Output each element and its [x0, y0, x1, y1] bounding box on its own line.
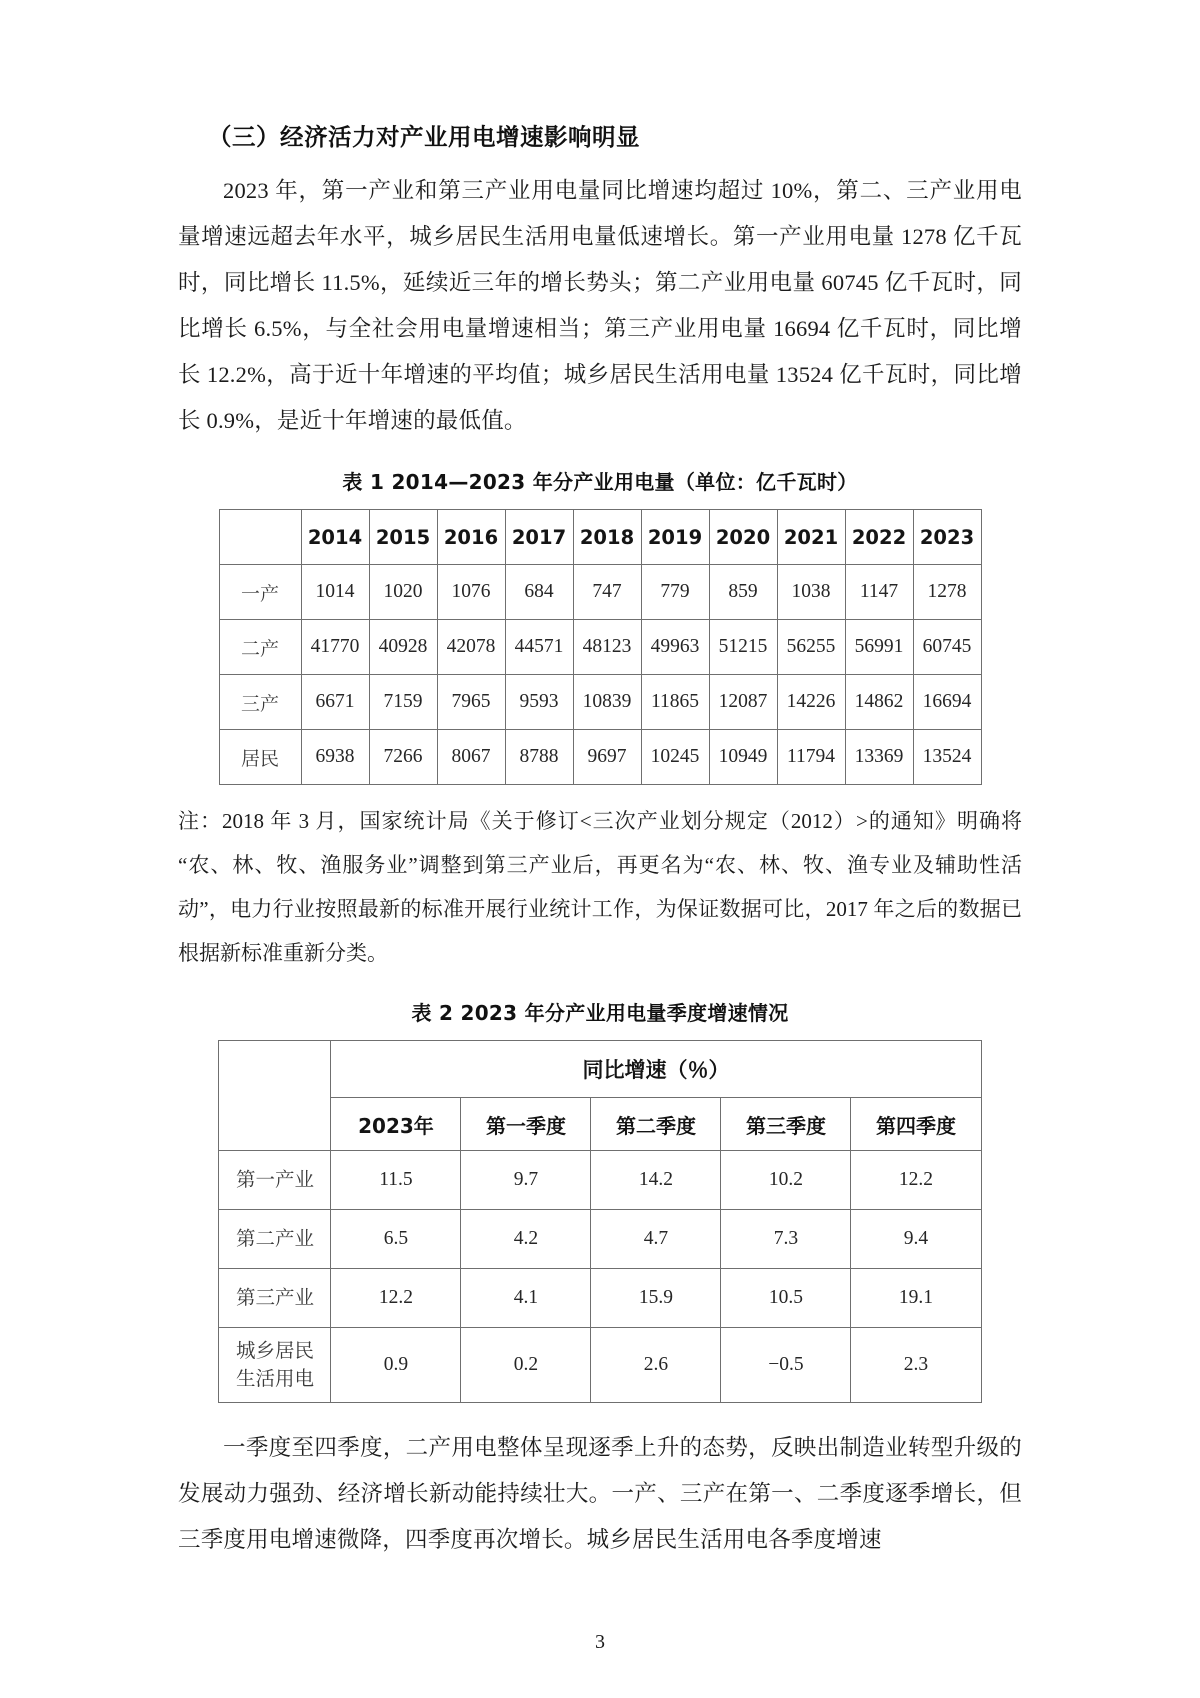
- table2-row-label-line1: 城乡居民: [235, 1339, 314, 1362]
- table-cell: 56255: [777, 620, 845, 675]
- table1-row-label: 三产: [219, 675, 301, 730]
- table1-caption: 表 1 2014—2023 年分产业用电量（单位：亿千瓦时）: [342, 470, 858, 494]
- table-row: [219, 675, 981, 730]
- table1-header-row: [219, 510, 981, 565]
- table-cell: 2.3: [851, 1328, 981, 1403]
- table-cell: 12087: [709, 675, 777, 730]
- table-row: [219, 1269, 981, 1328]
- intro-paragraph: 2023 年，第一产业和第三产业用电量同比增速均超过 10%，第二、三产业用电量增速远超去年水平，城乡居民生活用电量低速增长。第一产业用电量 1278 亿千瓦时，同比增长 11.5%，延续近三年的增长势头；第二产业用电量 60745 亿千瓦时，同比增长 6.5%，与全社会用电量增速相当；第三产业用电量 16694 亿千瓦时，同比增长 12.2%，高于近十年增速的平均值；城乡居民生活用电量 13524 亿千瓦时，同比增长 0.9%，是近十年增速的最低值。: [178, 178, 1022, 433]
- table-cell: 42078: [437, 620, 505, 675]
- table-cell: 6938: [301, 730, 369, 785]
- table1-col-2017: 2017: [505, 510, 573, 565]
- table-cell: 1076: [437, 565, 505, 620]
- table-cell: 44571: [505, 620, 573, 675]
- table-cell: 12.2: [331, 1269, 461, 1328]
- table-cell: 60745: [913, 620, 981, 675]
- table-cell: 11.5: [331, 1151, 461, 1210]
- table2-row-label: 第一产业: [219, 1151, 331, 1210]
- table2-col-q4: 第四季度: [851, 1098, 981, 1151]
- table-row: [219, 730, 981, 785]
- table-cell: 859: [709, 565, 777, 620]
- table-cell: 11865: [641, 675, 709, 730]
- table2-col-year: 2023年: [331, 1098, 461, 1151]
- table-cell: 9.7: [461, 1151, 591, 1210]
- table2-col-q3: 第三季度: [721, 1098, 851, 1151]
- table2-col-q2: 第二季度: [591, 1098, 721, 1151]
- table-cell: 14.2: [591, 1151, 721, 1210]
- table-cell: 9.4: [851, 1210, 981, 1269]
- table-cell: 9697: [573, 730, 641, 785]
- table-cell: 747: [573, 565, 641, 620]
- table-cell: 4.7: [591, 1210, 721, 1269]
- table1-col-2016: 2016: [437, 510, 505, 565]
- table1-row-label: 二产: [219, 620, 301, 675]
- table1-corner-cell: [219, 510, 301, 565]
- table1-col-2023: 2023: [913, 510, 981, 565]
- table-cell: 7965: [437, 675, 505, 730]
- table-cell: 7159: [369, 675, 437, 730]
- table2-span-header-row: [219, 1041, 981, 1098]
- table-cell: 8788: [505, 730, 573, 785]
- table1-col-2021: 2021: [777, 510, 845, 565]
- table2-row-label: 第二产业: [219, 1210, 331, 1269]
- table-cell: 4.2: [461, 1210, 591, 1269]
- table-cell: 7266: [369, 730, 437, 785]
- table2-row-label: [219, 1328, 331, 1403]
- table-cell: 6671: [301, 675, 369, 730]
- table-annual-electricity-by-industry: [219, 509, 982, 785]
- table-cell: 0.2: [461, 1328, 591, 1403]
- table-cell: 19.1: [851, 1269, 981, 1328]
- table-quarterly-growth-by-industry: [218, 1040, 981, 1403]
- table-cell: 10839: [573, 675, 641, 730]
- table-cell: 40928: [369, 620, 437, 675]
- table-cell: 1038: [777, 565, 845, 620]
- table2-col-q1: 第一季度: [461, 1098, 591, 1151]
- table-cell: 51215: [709, 620, 777, 675]
- table-cell: 6.5: [331, 1210, 461, 1269]
- table-cell: 2.6: [591, 1328, 721, 1403]
- table2-span-header: 同比增速（％）: [331, 1041, 981, 1098]
- table-cell: 0.9: [331, 1328, 461, 1403]
- table1-col-2019: 2019: [641, 510, 709, 565]
- table-cell: 16694: [913, 675, 981, 730]
- table-cell: 48123: [573, 620, 641, 675]
- table2-caption: 表 2 2023 年分产业用电量季度增速情况: [411, 1001, 789, 1025]
- table2-row-label: 第三产业: [219, 1269, 331, 1328]
- table1-row-label: 居民: [219, 730, 301, 785]
- table-cell: 13524: [913, 730, 981, 785]
- section-heading: （三）经济活力对产业用电增速影响明显: [208, 123, 640, 151]
- table-cell: 9593: [505, 675, 573, 730]
- table1-col-2014: 2014: [301, 510, 369, 565]
- page-number: 3: [595, 1631, 605, 1653]
- table1-row-label: 一产: [219, 565, 301, 620]
- table-cell: 779: [641, 565, 709, 620]
- table-cell: 8067: [437, 730, 505, 785]
- table-cell: 14226: [777, 675, 845, 730]
- table-cell: 41770: [301, 620, 369, 675]
- table-row: [219, 620, 981, 675]
- table-cell: 684: [505, 565, 573, 620]
- table2-header-row: [219, 1098, 981, 1151]
- table1-col-2022: 2022: [845, 510, 913, 565]
- table-cell: 1147: [845, 565, 913, 620]
- table-cell: 10245: [641, 730, 709, 785]
- table-cell: 49963: [641, 620, 709, 675]
- table-cell: 13369: [845, 730, 913, 785]
- table-cell: 1014: [301, 565, 369, 620]
- table-cell: 7.3: [721, 1210, 851, 1269]
- table-cell: 56991: [845, 620, 913, 675]
- table1-col-2020: 2020: [709, 510, 777, 565]
- table-row: [219, 1210, 981, 1269]
- table-cell: −0.5: [721, 1328, 851, 1403]
- table-cell: 10.2: [721, 1151, 851, 1210]
- table-cell: 1020: [369, 565, 437, 620]
- table1-note: 注：2018 年 3 月，国家统计局《关于修订<三次产业划分规定（2012）>的通知》明确将“农、林、牧、渔服务业”调整到第三产业后，再更名为“农、林、牧、渔专业及辅助性活动”，电力行业按照最新的标准开展行业统计工作，为保证数据可比，2017 年之后的数据已根据新标准重新分类。: [178, 809, 1022, 965]
- table-cell: 1278: [913, 565, 981, 620]
- table-cell: 14862: [845, 675, 913, 730]
- table1-col-2015: 2015: [369, 510, 437, 565]
- table2-row-label-line2: 生活用电: [235, 1367, 314, 1390]
- table-cell: 4.1: [461, 1269, 591, 1328]
- table-row: [219, 565, 981, 620]
- table-cell: 10.5: [721, 1269, 851, 1328]
- table-cell: 11794: [777, 730, 845, 785]
- table-row: [219, 1151, 981, 1210]
- table-row: [219, 1328, 981, 1403]
- table-cell: 12.2: [851, 1151, 981, 1210]
- table1-col-2018: 2018: [573, 510, 641, 565]
- table2-corner-cell: [219, 1041, 331, 1151]
- table-cell: 10949: [709, 730, 777, 785]
- closing-paragraph: 一季度至四季度，二产用电整体呈现逐季上升的态势，反映出制造业转型升级的发展动力强劲、经济增长新动能持续壮大。一产、三产在第一、二季度逐季增长，但三季度用电增速微降，四季度再次增长。城乡居民生活用电各季度增速: [178, 1435, 1022, 1552]
- table-cell: 15.9: [591, 1269, 721, 1328]
